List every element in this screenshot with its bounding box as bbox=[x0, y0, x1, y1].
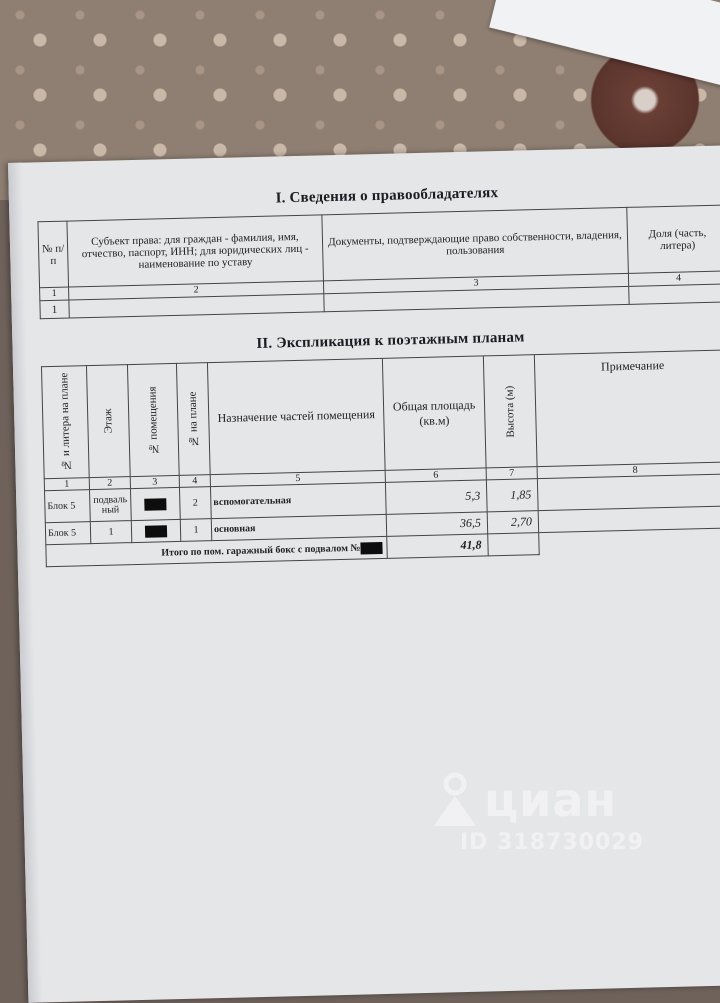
row1-area: 5,3 bbox=[385, 480, 487, 514]
row1-height: 1,85 bbox=[486, 479, 538, 512]
owners-colnum-4: 4 bbox=[628, 271, 720, 286]
owners-colnum-3: 3 bbox=[323, 273, 628, 293]
watermark-brand: циан bbox=[484, 773, 618, 827]
owners-header-share: Доля (часть, литера) bbox=[627, 205, 720, 273]
owners-colnum-1: 1 bbox=[40, 287, 69, 301]
owners-header-n: № п/п bbox=[38, 221, 69, 288]
row1-plan-no: 2 bbox=[179, 487, 211, 520]
redacted-room-number bbox=[145, 525, 167, 538]
colnum-6: 6 bbox=[385, 468, 486, 482]
document-page bbox=[8, 145, 720, 1003]
owners-header-subject: Субъект права: для граждан - фамилия, имя, отчество, паспорт, ИНН; для юридических лиц - наименование по уставу bbox=[67, 215, 324, 287]
row1-litera: Блок 5 bbox=[45, 490, 91, 523]
colnum-5: 5 bbox=[210, 470, 385, 486]
explication-table bbox=[41, 349, 720, 567]
location-pin-icon bbox=[430, 770, 480, 830]
row2-floor: 1 bbox=[90, 521, 132, 544]
cian-watermark bbox=[430, 770, 670, 855]
owners-colnum-2: 2 bbox=[69, 281, 324, 300]
owners-header-documents: Документы, подтверждающие право собственности, владения, пользования bbox=[322, 207, 629, 280]
colnum-7: 7 bbox=[486, 467, 537, 480]
row2-litera: Блок 5 bbox=[45, 522, 91, 545]
row2-area: 36,5 bbox=[386, 512, 488, 536]
explication-header-row bbox=[41, 350, 720, 479]
section1-title: I. Сведения о правообладателях bbox=[275, 185, 499, 207]
owners-row-share bbox=[629, 284, 720, 304]
colnum-2: 2 bbox=[89, 477, 130, 490]
header-area: Общая площадь (кв.м) bbox=[382, 356, 486, 470]
header-purpose: Назначение частей помещения bbox=[207, 358, 385, 474]
header-litera: № и литера на плане bbox=[58, 372, 73, 472]
colnum-8: 8 bbox=[537, 462, 720, 479]
header-floor: Этаж bbox=[102, 408, 115, 434]
total-area: 41,8 bbox=[387, 534, 489, 558]
row2-height: 2,70 bbox=[487, 511, 539, 534]
row2-plan-no: 1 bbox=[180, 519, 212, 542]
colnum-1: 1 bbox=[44, 478, 89, 491]
owners-table bbox=[37, 204, 720, 319]
header-room: № помещения bbox=[146, 385, 161, 455]
watermark-id: ID 318730029 bbox=[460, 830, 644, 855]
page-content bbox=[36, 145, 720, 567]
redacted-room-number bbox=[144, 498, 166, 511]
row1-note bbox=[537, 474, 720, 511]
row2-purpose: основная bbox=[211, 514, 386, 540]
row1-purpose: вспомогательная bbox=[210, 482, 386, 518]
colnum-4: 4 bbox=[179, 475, 210, 488]
section2-title: II. Экспликация к поэтажным планам bbox=[256, 329, 525, 352]
header-note: Примечание bbox=[534, 350, 720, 467]
total-label: Итого по пом. гаражный бокс с подвалом № bbox=[161, 542, 361, 559]
redacted-box-number bbox=[360, 541, 382, 554]
header-plan-no: № на плане bbox=[186, 391, 200, 447]
row1-floor: подваль ный bbox=[90, 489, 132, 522]
colnum-3: 3 bbox=[130, 475, 179, 488]
header-height: Высота (м) bbox=[503, 385, 517, 438]
owners-row-n: 1 bbox=[40, 300, 69, 319]
page-fold-edge bbox=[8, 163, 43, 1003]
